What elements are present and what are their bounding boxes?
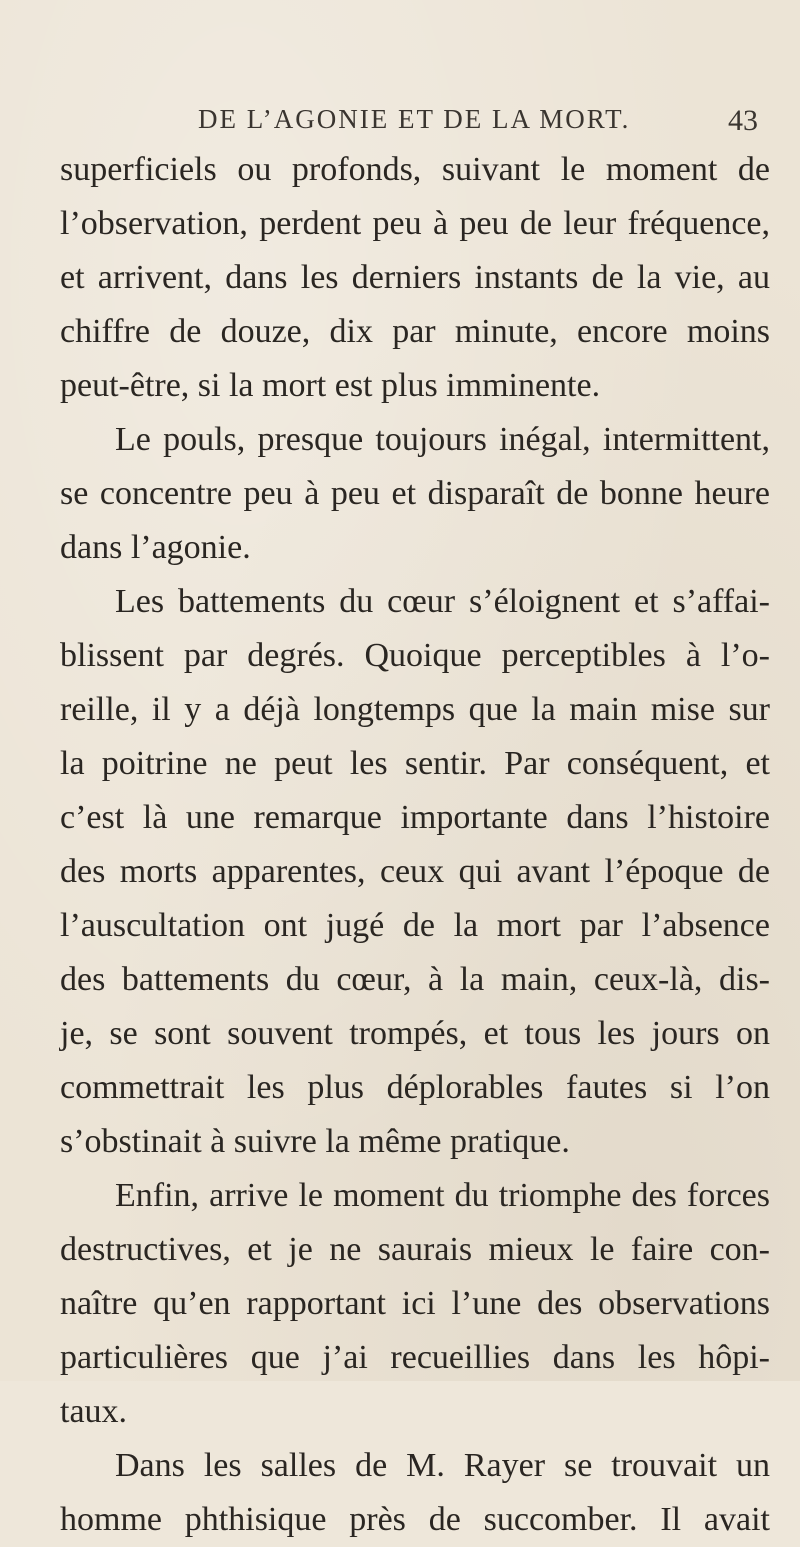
text-line: chiffre de douze, dix par minute, encore moins xyxy=(60,313,770,350)
text-line: des morts apparentes, ceux qui avant l’époque de xyxy=(60,853,770,890)
running-title: DE L’AGONIE ET DE LA MORT. xyxy=(198,104,631,134)
text-line: c’est là une remarque importante dans l’histoire xyxy=(60,799,770,836)
text-line: homme phthisique près de succomber. Il avait xyxy=(60,1501,770,1538)
paragraph-start: Enfin, arrive le moment du triomphe des forces xyxy=(115,1177,770,1214)
paragraph-start: Dans les salles de M. Rayer se trouvait un xyxy=(115,1447,770,1484)
text-line: l’observation, perdent peu à peu de leur fréquence, xyxy=(60,205,770,242)
text-line: commettrait les plus déplorables fautes si l’on xyxy=(60,1069,770,1106)
text-line: s’obstinait à suivre la même pratique. xyxy=(60,1123,570,1160)
running-head xyxy=(198,104,758,144)
body-text xyxy=(60,143,770,1547)
text-line: taux. xyxy=(60,1393,128,1430)
text-line: la poitrine ne peut les sentir. Par conséquent, et xyxy=(60,745,770,782)
text-line: blissent par degrés. Quoique perceptibles à l’o- xyxy=(60,637,770,674)
text-line: destructives, et je ne saurais mieux le faire con- xyxy=(60,1231,770,1268)
text-line: reille, il y a déjà longtemps que la main mise sur xyxy=(60,691,770,728)
text-line: particulières que j’ai recueillies dans les hôpi- xyxy=(60,1339,770,1376)
paragraph-start: Les battements du cœur s’éloignent et s’affai- xyxy=(115,583,770,620)
text-line: je, se sont souvent trompés, et tous les jours on xyxy=(60,1015,770,1052)
text-line: superficiels ou profonds, suivant le moment de xyxy=(60,151,770,188)
text-line: dans l’agonie. xyxy=(60,529,251,566)
paragraph-start: Le pouls, presque toujours inégal, intermittent, xyxy=(115,421,770,458)
text-line: se concentre peu à peu et disparaît de bonne heure xyxy=(60,475,770,512)
text-line: naître qu’en rapportant ici l’une des observations xyxy=(60,1285,770,1322)
text-line: peut-être, si la mort est plus imminente. xyxy=(60,367,601,404)
page-number: 43 xyxy=(728,104,758,137)
text-line: l’auscultation ont jugé de la mort par l’absence xyxy=(60,907,770,944)
text-line: des battements du cœur, à la main, ceux-là, dis- xyxy=(60,961,770,998)
text-line: et arrivent, dans les derniers instants de la vie, au xyxy=(60,259,770,296)
